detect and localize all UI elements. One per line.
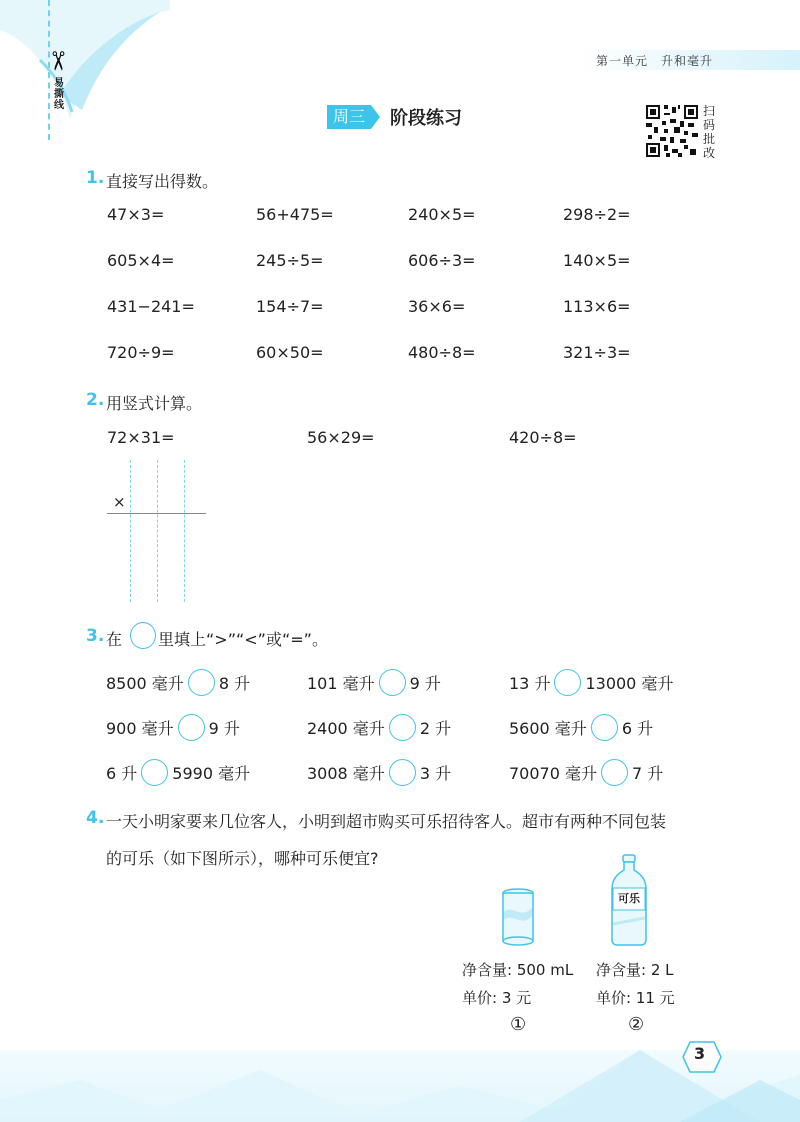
day-tag-arrow (371, 105, 380, 129)
page-number: 3 (694, 1044, 706, 1063)
answer-circle[interactable] (591, 714, 618, 741)
q3-compare-item: 70070 毫升 7 升 (509, 759, 663, 786)
q1-item: 47×3= (107, 205, 165, 224)
q1-item: 154÷7= (256, 297, 324, 316)
q1-item: 113×6= (563, 297, 631, 316)
q3-compare-item: 13 升 13000 毫升 (509, 669, 673, 696)
q3-number: 3. (86, 626, 105, 646)
q1-item: 431−241= (107, 297, 195, 316)
product1-mark: ① (510, 1014, 527, 1035)
q1-item: 140×5= (563, 251, 631, 270)
q1-item: 605×4= (107, 251, 175, 270)
product2-mark: ② (628, 1014, 645, 1035)
q1-instruction: 直接写出得数。 (106, 172, 219, 191)
product2-volume: 净含量: 2 L (596, 961, 674, 979)
q2-item: 56×29= (307, 428, 375, 447)
q1-item: 56+475= (256, 205, 334, 224)
q2-instruction: 用竖式计算。 (106, 394, 203, 413)
q3-compare-item: 101 毫升 9 升 (307, 669, 441, 696)
answer-circle[interactable] (178, 714, 205, 741)
q1-item: 240×5= (408, 205, 476, 224)
qr-code-label: 扫码批改 (703, 104, 716, 160)
page-title: 阶段练习 (390, 108, 462, 129)
day-tag: 周三 (327, 105, 371, 129)
scissors-icon: ✂ (41, 50, 72, 72)
q1-number: 1. (86, 168, 105, 188)
column-guide-line (184, 460, 185, 602)
qr-code-icon[interactable] (644, 103, 700, 159)
q1-item: 720÷9= (107, 343, 175, 362)
multiply-sign: × (113, 493, 126, 511)
q2-item: 72×31= (107, 428, 175, 447)
q1-item: 606÷3= (408, 251, 476, 270)
answer-circle[interactable] (601, 759, 628, 786)
q3-instruction-pre: 在 (106, 630, 123, 649)
cola-can-icon (500, 888, 536, 946)
q4-text-line1: 一天小明家要来几位客人，小明到超市购买可乐招待客人。超市有两种不同包装 (106, 812, 667, 831)
answer-circle[interactable] (141, 759, 168, 786)
q1-item: 298÷2= (563, 205, 631, 224)
answer-circle-sample (130, 622, 156, 649)
q2-number: 2. (86, 390, 105, 410)
q3-compare-item: 5600 毫升 6 升 (509, 714, 653, 741)
q1-item: 60×50= (256, 343, 324, 362)
bottle-label: 可乐 (618, 892, 640, 905)
unit-title: 第一单元 升和毫升 (596, 54, 714, 68)
product1-price: 单价: 3 元 (462, 989, 532, 1007)
answer-circle[interactable] (188, 669, 215, 696)
q4-text-line2: 的可乐（如下图所示），哪种可乐便宜? (106, 849, 379, 868)
q1-item: 480÷8= (408, 343, 476, 362)
vertical-calc-line (107, 513, 206, 514)
answer-circle[interactable] (379, 669, 406, 696)
q1-item: 245÷5= (256, 251, 324, 270)
cut-line-label: 易撕线 (54, 78, 64, 111)
q3-compare-item: 6 升 5990 毫升 (106, 759, 250, 786)
q3-compare-item: 2400 毫升 2 升 (307, 714, 451, 741)
footer-mountains (0, 1040, 800, 1122)
q1-item: 321÷3= (563, 343, 631, 362)
q3-instruction-post: 里填上“>”“<”或“=”。 (158, 630, 328, 649)
q1-item: 36×6= (408, 297, 466, 316)
product1-volume: 净含量: 500 mL (462, 961, 574, 979)
q4-number: 4. (86, 808, 105, 828)
q3-compare-item: 3008 毫升 3 升 (307, 759, 451, 786)
answer-circle[interactable] (554, 669, 581, 696)
product2-price: 单价: 11 元 (596, 989, 675, 1007)
q3-compare-item: 8500 毫升 8 升 (106, 669, 250, 696)
q2-item: 420÷8= (509, 428, 577, 447)
q3-compare-item: 900 毫升 9 升 (106, 714, 240, 741)
answer-circle[interactable] (389, 714, 416, 741)
corner-decoration (0, 0, 170, 130)
answer-circle[interactable] (389, 759, 416, 786)
column-guide-line (130, 460, 131, 602)
column-guide-line (157, 460, 158, 602)
